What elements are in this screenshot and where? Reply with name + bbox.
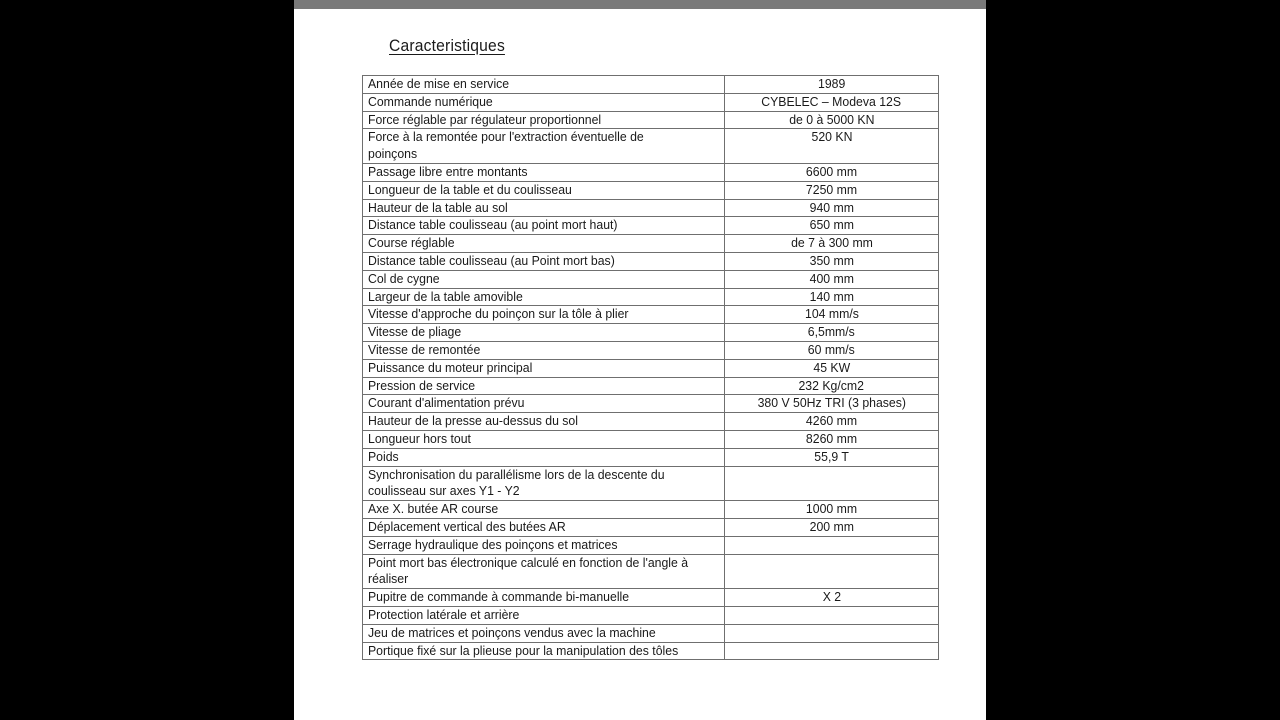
spec-value-cell (725, 430, 939, 448)
spec-label-cell (363, 181, 725, 199)
table-row (363, 163, 939, 181)
spec-label: Hauteur de la presse au-dessus du sol (368, 413, 578, 429)
spec-label: Puissance du moteur principal (368, 359, 533, 375)
spec-label-cell (363, 448, 725, 466)
characteristics-table (362, 75, 939, 660)
spec-label-cell (363, 163, 725, 181)
spec-label: Axe X. butée AR course (368, 501, 499, 517)
table-row (363, 235, 939, 253)
spec-label-cell (363, 111, 725, 129)
table-row (363, 466, 939, 501)
spec-label: Commande numérique (368, 93, 493, 109)
spec-label: Poids (368, 448, 399, 464)
spec-value-cell (725, 306, 939, 324)
spec-value-cell (725, 501, 939, 519)
spec-label: Point mort bas électronique calculé en fonction de l'angle à réaliser (368, 554, 689, 587)
spec-value-cell (725, 270, 939, 288)
spec-value: 6600 mm (805, 163, 858, 179)
spec-label-cell (363, 306, 725, 324)
spec-label-cell (363, 76, 725, 94)
table-row (363, 642, 939, 660)
table-row (363, 217, 939, 235)
table-row (363, 624, 939, 642)
spec-value-cell (725, 606, 939, 624)
spec-label-cell (363, 501, 725, 519)
spec-value-cell (725, 395, 939, 413)
spec-label: Longueur de la table et du coulisseau (368, 181, 572, 197)
table-row (363, 288, 939, 306)
table-row (363, 129, 939, 164)
table-row (363, 589, 939, 607)
table-row (363, 93, 939, 111)
spec-label: Synchronisation du parallélisme lors de la descente du coulisseau sur axes Y1 - Y2 (368, 466, 665, 499)
spec-label-cell (363, 589, 725, 607)
table-row (363, 324, 939, 342)
spec-label-cell (363, 624, 725, 642)
spec-value: 200 mm (809, 518, 854, 534)
spec-value-cell (725, 235, 939, 253)
spec-label: Hauteur de la table au sol (368, 199, 508, 215)
spec-value-cell (725, 76, 939, 94)
table-row (363, 270, 939, 288)
spec-value-cell (725, 554, 939, 589)
spec-label-cell (363, 324, 725, 342)
table-row (363, 359, 939, 377)
spec-value: 1000 mm (805, 501, 858, 517)
table-row (363, 181, 939, 199)
spec-value: 104 mm/s (804, 306, 859, 322)
spec-label: Force à la remontée pour l'extraction éventuelle de poinçons (368, 129, 644, 162)
spec-label-cell (363, 642, 725, 660)
spec-value: X 2 (822, 589, 841, 605)
spec-value: 232 Kg/cm2 (798, 377, 865, 393)
spec-value: 350 mm (809, 252, 854, 268)
spec-value-cell (725, 518, 939, 536)
table-row (363, 377, 939, 395)
spec-value-cell (725, 589, 939, 607)
spec-label-cell (363, 270, 725, 288)
table-row (363, 501, 939, 519)
spec-value: 45 KW (813, 359, 850, 375)
spec-label: Déplacement vertical des butées AR (368, 518, 566, 534)
spec-value-cell (725, 413, 939, 431)
spec-value-cell (725, 624, 939, 642)
spec-value-cell (725, 288, 939, 306)
page-title: Caracteristiques (389, 36, 505, 55)
spec-label-cell (363, 288, 725, 306)
table-row (363, 395, 939, 413)
spec-value: 940 mm (809, 199, 854, 215)
spec-label: Courant d'alimentation prévu (368, 395, 525, 411)
spec-value: 60 mm/s (807, 341, 856, 357)
spec-label-cell (363, 93, 725, 111)
spec-value-cell (725, 217, 939, 235)
spec-value-cell (725, 466, 939, 501)
table-row (363, 430, 939, 448)
table-row (363, 76, 939, 94)
page-top-border (294, 0, 986, 9)
spec-label-cell (363, 606, 725, 624)
document-page (294, 0, 986, 720)
spec-value-cell (725, 642, 939, 660)
spec-label: Distance table coulisseau (au Point mort bas) (368, 252, 615, 268)
spec-value-cell (725, 448, 939, 466)
spec-value: 4260 mm (805, 413, 858, 429)
table-row (363, 554, 939, 589)
table-row (363, 448, 939, 466)
spec-value: 140 mm (809, 288, 854, 304)
spec-label: Passage libre entre montants (368, 163, 528, 179)
spec-label: Portique fixé sur la plieuse pour la manipulation des tôles (368, 642, 679, 658)
spec-value-cell (725, 129, 939, 164)
spec-label-cell (363, 536, 725, 554)
spec-label-cell (363, 377, 725, 395)
spec-label: Col de cygne (368, 270, 440, 286)
spec-label: Serrage hydraulique des poinçons et matrices (368, 536, 618, 552)
spec-label-cell (363, 199, 725, 217)
spec-label-cell (363, 518, 725, 536)
table-row (363, 252, 939, 270)
spec-value: de 0 à 5000 KN (788, 111, 875, 127)
spec-value-cell (725, 536, 939, 554)
spec-label-cell (363, 413, 725, 431)
spec-label-cell (363, 554, 725, 589)
spec-label: Vitesse de remontée (368, 341, 481, 357)
spec-label: Force réglable par régulateur proportionnel (368, 111, 602, 127)
spec-value: 6,5mm/s (807, 324, 856, 340)
spec-value-cell (725, 324, 939, 342)
table-row (363, 306, 939, 324)
table-row (363, 518, 939, 536)
spec-value: 7250 mm (805, 181, 858, 197)
spec-value: de 7 à 300 mm (790, 235, 873, 251)
spec-label: Longueur hors tout (368, 430, 471, 446)
spec-value-cell (725, 359, 939, 377)
table-row (363, 606, 939, 624)
spec-value: 400 mm (809, 270, 854, 286)
spec-label: Course réglable (368, 235, 455, 251)
spec-value-cell (725, 341, 939, 359)
spec-value-cell (725, 93, 939, 111)
spec-value: 520 KN (811, 129, 852, 145)
spec-label-cell (363, 252, 725, 270)
spec-label: Vitesse de pliage (368, 324, 462, 340)
spec-label-cell (363, 395, 725, 413)
spec-label: Année de mise en service (368, 76, 510, 91)
spec-label-cell (363, 359, 725, 377)
spec-value-cell (725, 111, 939, 129)
spec-label-cell (363, 235, 725, 253)
spec-value-cell (725, 252, 939, 270)
table-row (363, 536, 939, 554)
spec-label: Pression de service (368, 377, 476, 393)
spec-value: 8260 mm (805, 430, 858, 446)
table-row (363, 413, 939, 431)
characteristics-table-body (363, 76, 939, 660)
spec-label: Pupitre de commande à commande bi-manuelle (368, 589, 630, 605)
spec-label: Vitesse d'approche du poinçon sur la tôle à plier (368, 306, 629, 322)
spec-value-cell (725, 377, 939, 395)
spec-value: CYBELEC – Modeva 12S (761, 93, 902, 109)
table-row (363, 199, 939, 217)
spec-value-cell (725, 163, 939, 181)
table-row (363, 341, 939, 359)
table-row (363, 111, 939, 129)
spec-value: 55,9 T (814, 448, 849, 464)
spec-label-cell (363, 430, 725, 448)
spec-value-cell (725, 181, 939, 199)
spec-label-cell (363, 466, 725, 501)
spec-label-cell (363, 217, 725, 235)
spec-label: Protection latérale et arrière (368, 606, 520, 622)
spec-label-cell (363, 341, 725, 359)
spec-value-cell (725, 199, 939, 217)
spec-label: Largeur de la table amovible (368, 288, 523, 304)
spec-label-cell (363, 129, 725, 164)
spec-value: 650 mm (809, 217, 854, 233)
spec-label: Jeu de matrices et poinçons vendus avec la machine (368, 624, 656, 640)
spec-value: 380 V 50Hz TRI (3 phases) (757, 395, 906, 411)
spec-label: Distance table coulisseau (au point mort haut) (368, 217, 618, 233)
spec-value: 1989 (817, 76, 846, 91)
